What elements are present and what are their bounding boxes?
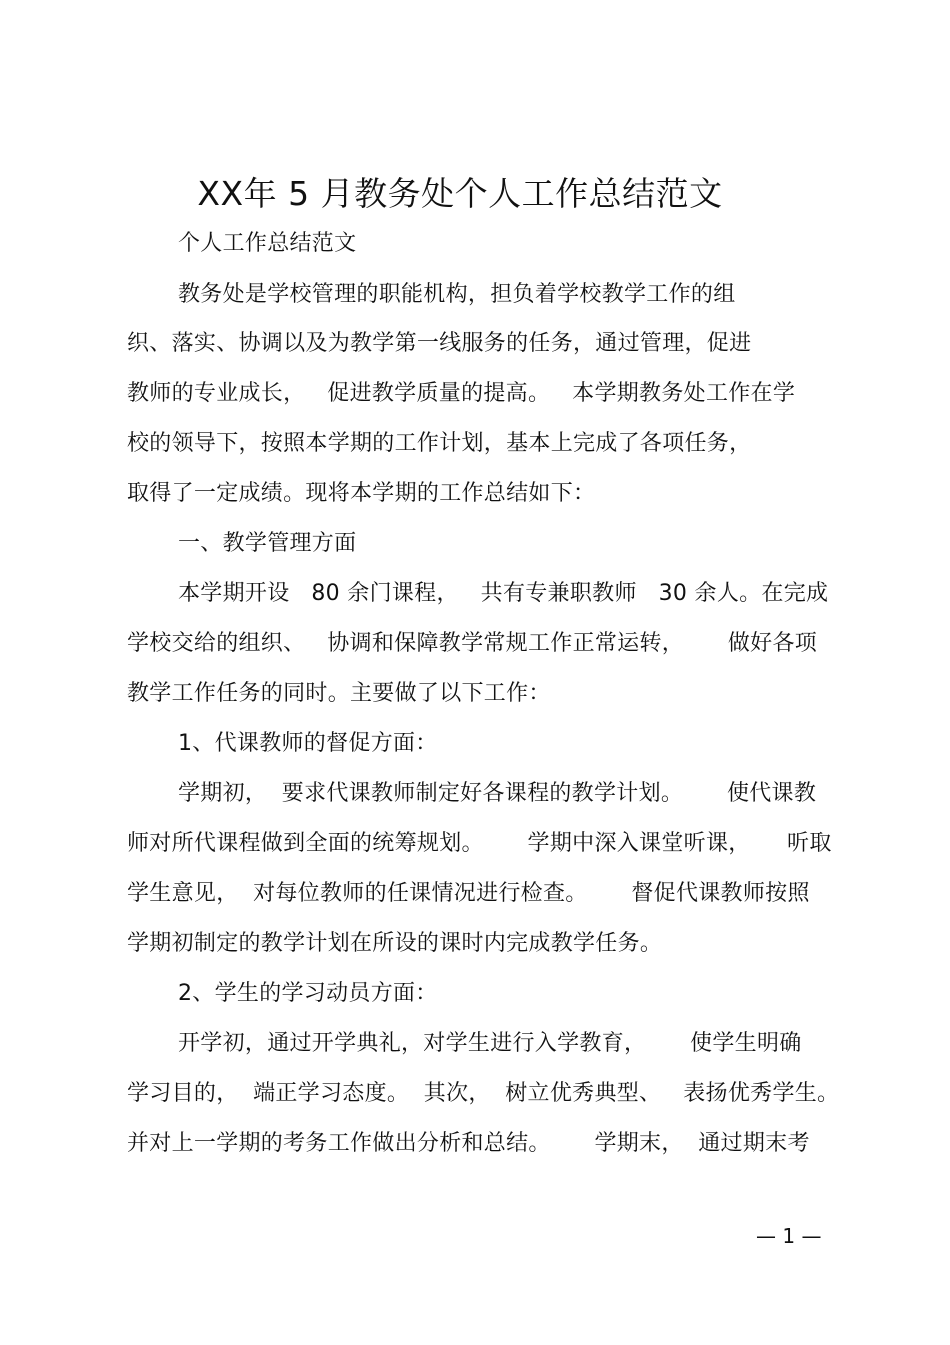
paragraph-line: 学校交给的组织、 协调和保障教学常规工作正常运转， 做好各项 <box>127 631 818 656</box>
paragraph-line: 学期初制定的教学计划在所设的课时内完成教学任务。 <box>127 931 663 956</box>
paragraph-line: 学期初， 要求代课教师制定好各课程的教学计划。 使代课教 <box>178 781 817 806</box>
paragraph-line: 并对上一学期的考务工作做出分析和总结。 学期末， 通过期末考 <box>127 1131 810 1156</box>
paragraph-line: 学生意见， 对每位教师的任课情况进行检查。 督促代课教师按照 <box>127 881 810 906</box>
paragraph-line: 个人工作总结范文 <box>178 231 357 256</box>
subsection-heading: 2、学生的学习动员方面： <box>178 981 438 1006</box>
subsection-heading: 1、代课教师的督促方面： <box>178 731 438 756</box>
section-heading: 一、教学管理方面 <box>178 531 357 556</box>
paragraph-line: 教师的专业成长， 促进教学质量的提高。 本学期教务处工作在学 <box>127 381 796 406</box>
paragraph-line: 织、落实、协调以及为教学第一线服务的任务，通过管理，促进 <box>127 331 752 356</box>
page-number: — 1 — <box>756 1224 822 1248</box>
paragraph-line: 教务处是学校管理的职能机构，担负着学校教学工作的组 <box>178 282 736 307</box>
paragraph-line: 取得了一定成绩。现将本学期的工作总结如下： <box>127 481 596 506</box>
paragraph-line: 师对所代课程做到全面的统筹规划。 学期中深入课堂听课， 听取 <box>127 831 832 856</box>
paragraph-line: 教学工作任务的同时。主要做了以下工作： <box>127 681 551 706</box>
paragraph-line: 学习目的， 端正学习态度。 其次， 树立优秀典型、 表扬优秀学生。 <box>127 1081 840 1106</box>
paragraph-line: 校的领导下，按照本学期的工作计划，基本上完成了各项任务， <box>127 431 752 456</box>
paragraph-line: 本学期开设 80 余门课程， 共有专兼职教师 30 余人。在完成 <box>178 581 829 606</box>
paragraph-line: 开学初，通过开学典礼，对学生进行入学教育， 使学生明确 <box>178 1031 802 1056</box>
document-title: XX年 5 月教务处个人工作总结范文 <box>197 174 723 213</box>
